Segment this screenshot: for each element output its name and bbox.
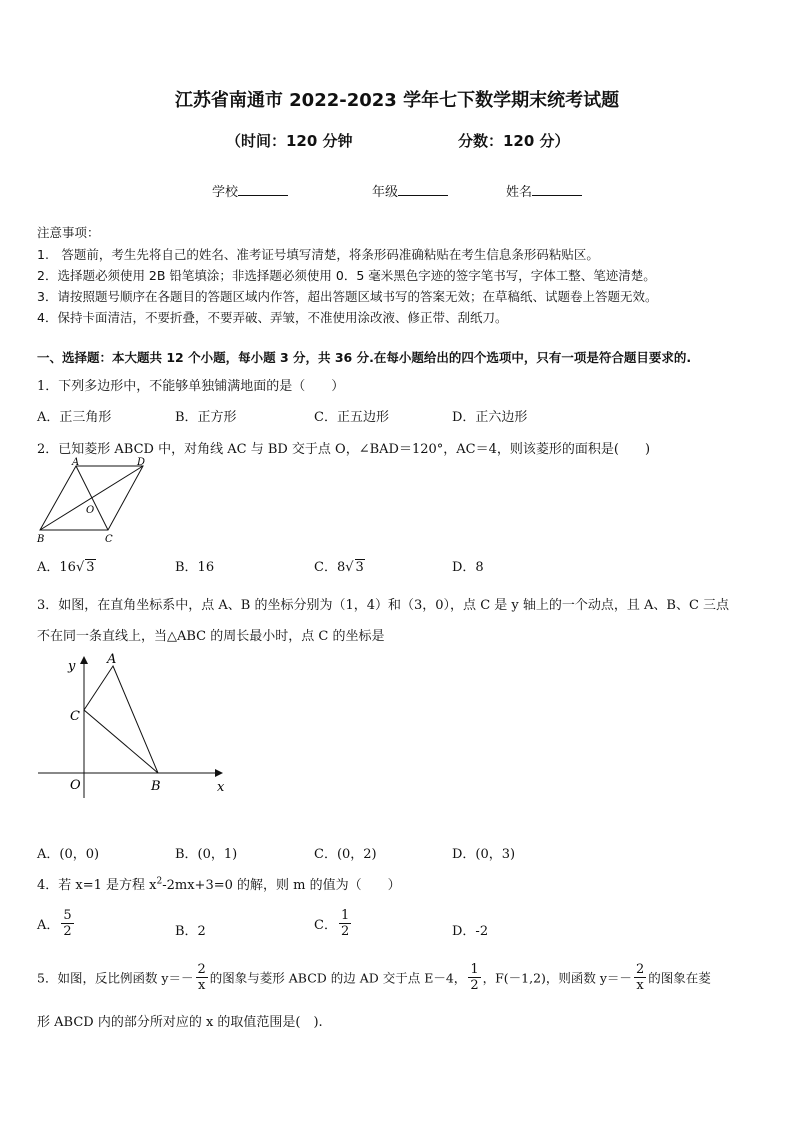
notice-item: 4．保持卡面清洁，不要折叠，不要弄破、弄皱，不准使用涂改液、修正带、刮纸刀。 xyxy=(37,310,508,325)
question-5-line1 xyxy=(37,962,711,993)
q4-text-pre: 4．若 x=1 是方程 x xyxy=(37,878,157,893)
sqrt-icon: √ xyxy=(75,560,85,575)
numerator: 5 xyxy=(63,908,72,923)
grade-label: 年级 xyxy=(372,185,399,200)
question-5-line2: 形 ABCD 内的部分所对应的 x 的取值范围是( ). xyxy=(37,1015,323,1030)
section-heading: 一、选择题：本大题共 12 个小题，每小题 3 分，共 36 分.在每小题给出的四个选项中，只有一项是符合题目要求的. xyxy=(37,350,692,365)
y-arrow-icon xyxy=(80,656,88,664)
q4-a-prefix: A． xyxy=(37,918,60,933)
label-c: C xyxy=(70,709,80,724)
denominator: x xyxy=(197,978,206,993)
y-axis-label: y xyxy=(68,659,76,674)
school-blank[interactable] xyxy=(238,183,288,196)
label-c: C xyxy=(105,534,113,545)
question-3-line1: 3．如图，在直角坐标系中，点 A、B 的坐标分别为（1，4）和（3，0），点 C 是 y 轴上的一个动点，且 A、B、C 三点 xyxy=(37,598,730,613)
numerator: 1 xyxy=(470,962,479,977)
grade-blank[interactable] xyxy=(398,183,448,196)
question-4 xyxy=(37,874,401,893)
denominator: x xyxy=(636,978,644,993)
q4-c-prefix: C． xyxy=(314,918,337,933)
q2-c-radicand: 3 xyxy=(355,560,364,575)
sqrt-icon: √ xyxy=(345,560,354,575)
q4-option-b[interactable]: B．2 xyxy=(175,924,206,939)
denominator: 2 xyxy=(470,978,479,993)
label-o: O xyxy=(70,778,81,793)
q5-part-2: 的图象与菱形 ABCD 的边 AD 交于点 E－4， xyxy=(209,970,467,986)
q2-option-b[interactable]: B．16 xyxy=(175,560,215,575)
question-1: 1．下列多边形中，不能够单独铺满地面的是（ ） xyxy=(37,379,345,394)
school-field xyxy=(212,181,288,200)
q4-a-fraction xyxy=(61,908,73,939)
name-blank[interactable] xyxy=(532,183,582,196)
q4-option-c[interactable] xyxy=(314,908,353,939)
numerator: 1 xyxy=(340,908,350,923)
question-2: 2．已知菱形 ABCD 中，对角线 AC 与 BD 交于点 O，∠BAD＝120°，AC＝4，则该菱形的面积是( ) xyxy=(37,442,651,457)
q4-exponent: 2 xyxy=(156,876,163,887)
q3-option-b[interactable]: B．(0，1) xyxy=(175,847,238,862)
coordinate-figure xyxy=(30,648,240,800)
notice-item: 2．选择题必须使用 2B 铅笔填涂；非选择题必须使用 0．5 毫米黑色字迹的签字笔书写，字体工整、笔迹清楚。 xyxy=(37,268,656,283)
grade-field xyxy=(372,181,448,200)
q2-option-c[interactable] xyxy=(314,556,365,575)
label-d: D xyxy=(137,457,146,468)
x-axis-label: x xyxy=(217,780,225,795)
name-label: 姓名 xyxy=(506,185,533,200)
q4-option-d[interactable]: D．-2 xyxy=(452,924,489,939)
q3-option-c[interactable]: C．(0，2) xyxy=(314,847,377,862)
label-a: A xyxy=(107,652,117,667)
notice-heading: 注意事项： xyxy=(37,225,100,240)
q2-option-d[interactable]: D．8 xyxy=(452,560,484,575)
numerator: 2 xyxy=(197,962,206,977)
q1-option-c[interactable]: C．正五边形 xyxy=(314,410,389,425)
rhombus-figure xyxy=(30,456,160,548)
q1-option-d[interactable]: D．正六边形 xyxy=(452,410,528,425)
notice-item: 3．请按照题号顺序在各题目的答题区域内作答，超出答题区域书写的答案无效；在草稿纸、试题卷上答题无效。 xyxy=(37,289,658,304)
q1-option-b[interactable]: B．正方形 xyxy=(175,410,237,425)
q4-option-a[interactable] xyxy=(37,908,76,939)
q1-option-a[interactable]: A．正三角形 xyxy=(37,410,112,425)
q5-part-1: 5．如图，反比例函数 y＝－ xyxy=(37,970,194,986)
q3-option-a[interactable]: A．(0，0) xyxy=(37,847,100,862)
label-o: O xyxy=(86,505,95,516)
numerator: 2 xyxy=(635,962,645,977)
q2-a-text: A．16 xyxy=(37,560,76,575)
label-a: A xyxy=(72,457,80,468)
denominator: 2 xyxy=(63,924,72,939)
q2-a-radicand: 3 xyxy=(86,560,95,575)
q5-part-3: ，F(－1,2)，则函数 y＝－ xyxy=(482,970,632,986)
label-b: B xyxy=(151,779,161,794)
notice-item: 1. 答题前，考生先将自己的姓名、准考证号填写清楚，将条形码准确粘贴在考生信息条形码粘贴区。 xyxy=(37,247,599,262)
exam-time: （时间：120 分钟 xyxy=(226,132,353,150)
q4-c-fraction xyxy=(339,908,351,939)
question-3-line2: 不在同一条直线上，当△ABC 的周长最小时，点 C 的坐标是 xyxy=(37,629,385,644)
page-title: 江苏省南通市 2022-2023 学年七下数学期末统考试题 xyxy=(174,90,620,111)
q3-option-d[interactable]: D．(0，3) xyxy=(452,847,516,862)
school-label: 学校 xyxy=(212,185,239,200)
q2-c-text: C．8 xyxy=(314,560,346,575)
denominator: 2 xyxy=(340,924,350,939)
x-arrow-icon xyxy=(215,769,223,777)
label-b: B xyxy=(37,534,45,545)
q4-text-post: -2mx+3=0 的解，则 m 的值为（ ） xyxy=(162,878,401,893)
name-field xyxy=(506,181,582,200)
q5-fraction-1 xyxy=(196,962,208,993)
exam-score: 分数：120 分） xyxy=(458,132,570,150)
q5-part-4: 的图象在菱 xyxy=(648,970,711,986)
q5-fraction-3 xyxy=(634,962,646,993)
q2-option-a[interactable] xyxy=(37,556,96,575)
q5-fraction-2 xyxy=(468,962,480,993)
